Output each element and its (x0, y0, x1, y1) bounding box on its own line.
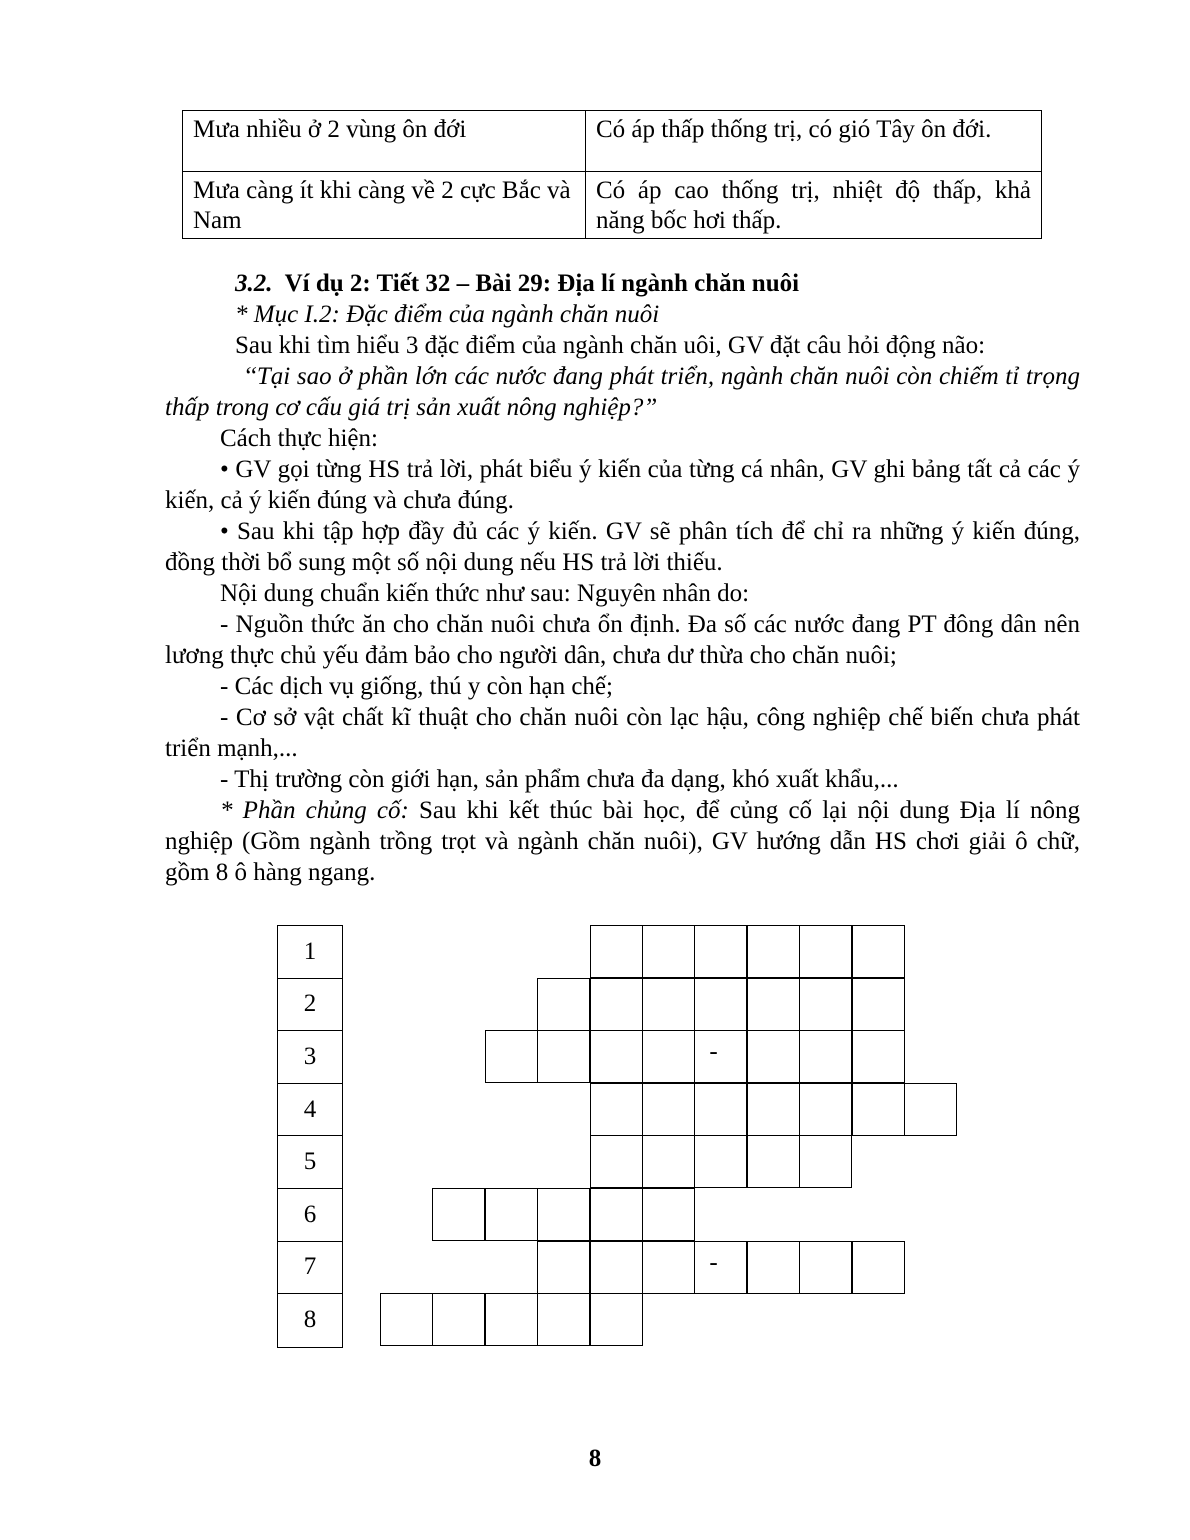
section-title: Ví dụ 2: Tiết 32 – Bài 29: Địa lí ngành chăn nuôi (284, 270, 800, 297)
crossword-cell[interactable] (590, 978, 643, 1031)
crossword-cell[interactable] (485, 1030, 538, 1083)
crossword-cell[interactable] (747, 1030, 800, 1083)
crossword-cell[interactable] (904, 1083, 957, 1136)
crossword-row-number: 2 (278, 979, 342, 1032)
body-text (165, 268, 1080, 888)
crossword-cell[interactable] (590, 1030, 643, 1083)
crossword-cell[interactable] (747, 1083, 800, 1136)
crossword-cell[interactable] (694, 1241, 747, 1294)
crossword-cell[interactable] (642, 1083, 695, 1136)
subsection-title: * Mục I.2: Đặc điểm của ngành chăn nuôi (235, 301, 660, 328)
crossword-row-number: 7 (278, 1242, 342, 1295)
crossword-cell[interactable] (747, 925, 800, 978)
question-text: ‘‘Tại sao ở phần lớn các nước đang phát triển, ngành chăn nuôi còn chiếm tỉ trọng thấp trong cơ cấu giá trị sản xuất nông nghiệp?” (165, 363, 1080, 421)
crossword-row-number: 6 (278, 1189, 342, 1242)
crossword-cell[interactable] (642, 1188, 695, 1241)
crossword-cell[interactable] (485, 1293, 538, 1346)
list-item: - Các dịch vụ giống, thú y còn hạn chế; (220, 673, 613, 700)
crossword-cell[interactable] (852, 1030, 905, 1083)
crossword-cell[interactable] (694, 1030, 747, 1083)
bullet-item: • Sau khi tập hợp đầy đủ các ý kiến. GV sẽ phân tích để chỉ ra những ý kiến đúng, đồng thời bổ sung một số nội dung nếu HS trả lời thiếu. (165, 518, 1080, 576)
crossword-cell[interactable] (485, 1188, 538, 1241)
table-cell: Mưa càng ít khi càng về 2 cực Bắc và Nam (183, 172, 586, 239)
crossword-row-number: 4 (278, 1084, 342, 1137)
crossword-cell[interactable] (590, 1188, 643, 1241)
section-number: 3.2. (235, 270, 273, 297)
crossword-cell[interactable] (590, 925, 643, 978)
paragraph (165, 795, 1080, 888)
crossword-cell[interactable] (694, 1083, 747, 1136)
table-row (183, 111, 1042, 172)
page-number: 8 (588, 1445, 602, 1472)
crossword-cell[interactable] (590, 1293, 643, 1346)
crossword-dash: - (709, 1248, 718, 1276)
crossword-cell[interactable] (537, 1293, 590, 1346)
consolidation-label: * Phần chủng cố: (220, 797, 409, 824)
crossword-cell[interactable] (590, 1241, 643, 1294)
crossword-cell[interactable] (642, 1135, 695, 1188)
consolidation-text: Sau khi kết thúc bài học, để củng cố lại nội dung Địa lí nông nghiệp (Gồm ngành trồng trọt và ngành chăn nuôi), GV hướng dẫn HS chơi giải ô chữ, gồm 8 ô hàng ngang. (165, 797, 1080, 886)
crossword-cell[interactable] (537, 1030, 590, 1083)
paragraph: Nội dung chuẩn kiến thức như sau: Nguyên nhân do: (220, 580, 750, 607)
crossword-cell[interactable] (537, 978, 590, 1031)
crossword-cell[interactable] (799, 1030, 852, 1083)
crossword-cell[interactable] (642, 1030, 695, 1083)
bullet-item: • GV gọi từng HS trả lời, phát biểu ý kiến của từng cá nhân, GV ghi bảng tất cả các ý kiến, cả ý kiến đúng và chưa đúng. (165, 456, 1080, 514)
crossword-cell[interactable] (799, 1135, 852, 1188)
crossword-number-column (277, 925, 343, 1348)
crossword-row-number: 3 (278, 1031, 342, 1084)
crossword-cell[interactable] (747, 978, 800, 1031)
climate-table (182, 110, 1042, 239)
crossword-cell[interactable] (852, 1083, 905, 1136)
list-item: - Cơ sở vật chất kĩ thuật cho chăn nuôi còn lạc hậu, công nghiệp chế biến chưa phát triển mạnh,... (165, 704, 1080, 762)
crossword-cell[interactable] (799, 1241, 852, 1294)
table-cell: Có áp cao thống trị, nhiệt độ thấp, khả năng bốc hơi thấp. (586, 172, 1042, 239)
crossword-cell[interactable] (694, 978, 747, 1031)
crossword-cell[interactable] (432, 1293, 485, 1346)
list-item: - Nguồn thức ăn cho chăn nuôi chưa ổn định. Đa số các nước đang PT đông dân nên lương thực chủ yếu đảm bảo cho người dân, chưa dư thừa cho chăn nuôi; (165, 611, 1080, 669)
crossword-cell[interactable] (852, 978, 905, 1031)
crossword-cell[interactable] (642, 1241, 695, 1294)
crossword-cell[interactable] (590, 1083, 643, 1136)
crossword-cell[interactable] (799, 978, 852, 1031)
crossword-cell[interactable] (642, 978, 695, 1031)
crossword-cell[interactable] (852, 925, 905, 978)
crossword-cell[interactable] (642, 925, 695, 978)
crossword-cell[interactable] (590, 1135, 643, 1188)
crossword-cell[interactable] (747, 1241, 800, 1294)
crossword-cell[interactable] (852, 1241, 905, 1294)
crossword-cell[interactable] (537, 1188, 590, 1241)
crossword-row-number: 1 (278, 926, 342, 979)
crossword-cell[interactable] (537, 1241, 590, 1294)
paragraph: Cách thực hiện: (220, 425, 378, 452)
paragraph: Sau khi tìm hiểu 3 đặc điểm của ngành chăn uôi, GV đặt câu hỏi động não: (235, 332, 986, 359)
crossword-cell[interactable] (694, 925, 747, 978)
crossword-cell[interactable] (799, 1083, 852, 1136)
crossword-row-number: 8 (303, 1306, 317, 1334)
crossword-cell[interactable] (694, 1135, 747, 1188)
crossword-cell[interactable] (747, 1135, 800, 1188)
table-cell: Mưa nhiều ở 2 vùng ôn đới (183, 111, 586, 172)
list-item: - Thị trường còn giới hạn, sản phẩm chưa đa dạng, khó xuất khẩu,... (220, 766, 899, 793)
crossword-cell[interactable] (432, 1188, 485, 1241)
crossword-dash: - (709, 1038, 718, 1066)
section-heading (165, 268, 1080, 299)
crossword-row-number: 5 (278, 1136, 342, 1189)
crossword-cell[interactable] (799, 925, 852, 978)
table-row (183, 172, 1042, 239)
crossword-cell[interactable] (380, 1293, 433, 1346)
table-cell: Có áp thấp thống trị, có gió Tây ôn đới. (586, 111, 1042, 172)
